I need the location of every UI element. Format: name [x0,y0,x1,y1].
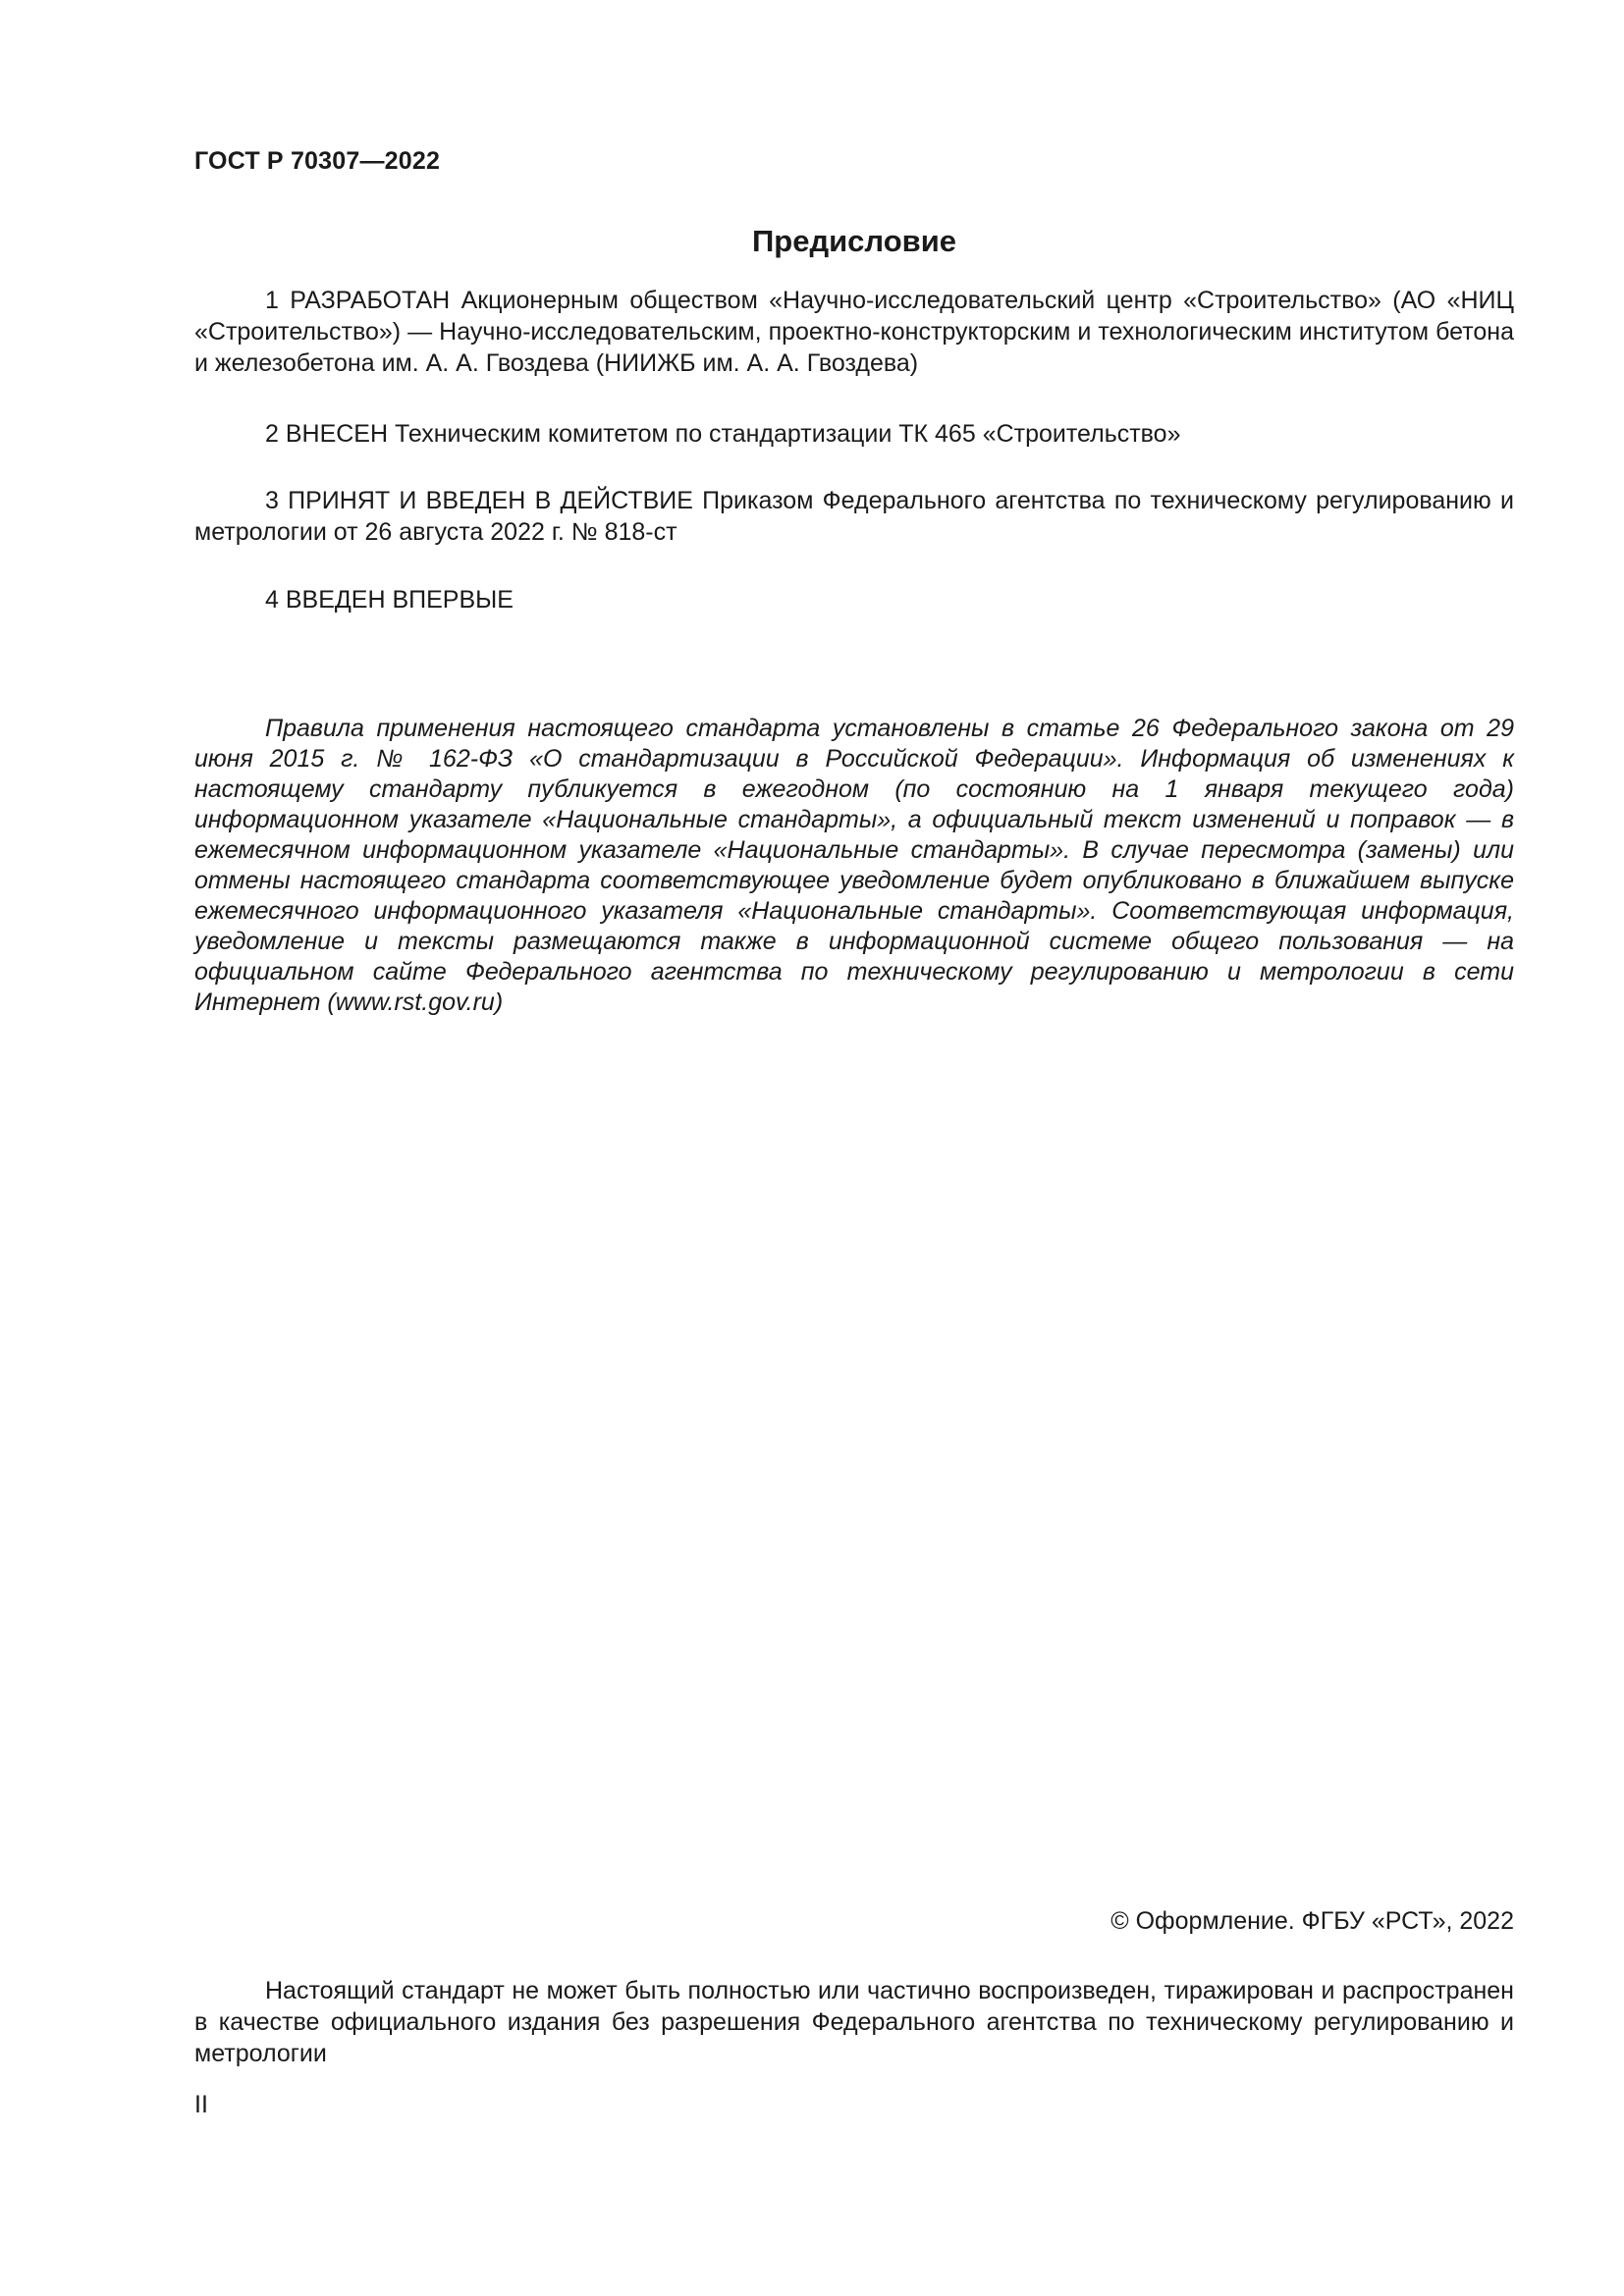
foreword-item-2: 2 ВНЕСЕН Техническим комитетом по стандартизации ТК 465 «Строительство» [265,420,1181,448]
rules-of-application-note: Правила применения настоящего стандарта установлены в статье 26 Федерального закона от 29 июня 2015 г. № 162-ФЗ «О стандартизации в Российской Федерации». Информация об изменениях к настоящему стандарту публикуется в ежегодном (по состоянию на 1 января текущего года) информационном указателе «Национальные стандарты», а официальный текст изменений и поправок — в ежемесячном информационном указателе «Национальные стандарты». В случае пересмотра (замены) или отмены настоящего стандарта соответствующее уведомление будет опубликовано в ближайшем выпуске ежемесячного информационного указателя «Национальные стандарты». Соответствующая информация, уведомление и тексты размещаются также в информационной системе общего пользования — на официальном сайте Федерального агентства по техническому регулированию и метрологии в сети Интернет (www.rst.gov.ru) [194,715,1514,1016]
foreword-item-4: 4 ВВЕДЕН ВПЕРВЫЕ [265,586,514,614]
reproduction-notice: Настоящий стандарт не может быть полностью или частично воспроизведен, тиражирован и распространен в качестве официального издания без разрешения Федерального агентства по техническому регулированию и метрологии [194,1977,1514,2067]
page-title: Предисловие [751,224,956,258]
document-code: ГОСТ Р 70307—2022 [194,147,441,175]
page-number: II [194,2091,208,2118]
foreword-item-3: 3 ПРИНЯТ И ВВЕДЕН В ДЕЙСТВИЕ Приказом Федерального агентства по техническому регулированию и метрологии от 26 августа 2022 г. № 818-ст [194,487,1514,546]
foreword-item-1: 1 РАЗРАБОТАН Акционерным обществом «Научно-исследовательский центр «Строительство» (АО «НИЦ «Строительство») — Научно-исследовательским, проектно-конструкторским и технологическим институтом бетона и железобетона им. А. А. Гвоздева (НИИЖБ им. А. А. Гвоздева) [194,287,1514,377]
copyright-line: © Оформление. ФГБУ «РСТ», 2022 [1110,1907,1514,1935]
